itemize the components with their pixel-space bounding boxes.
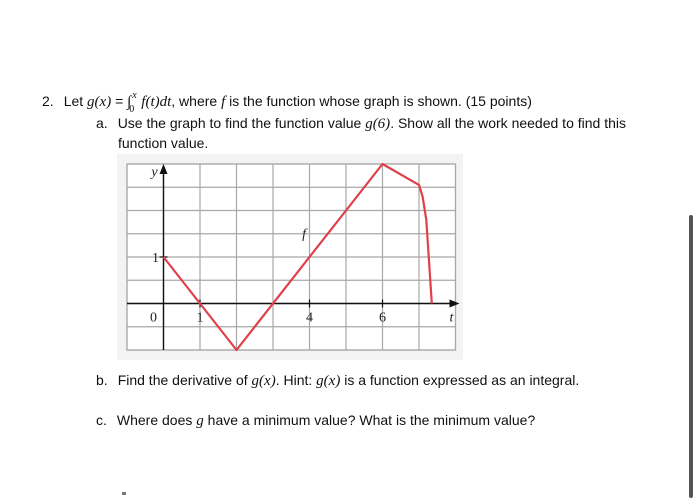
grid-lines [127, 164, 456, 350]
y-tick-label: 1 [152, 251, 159, 266]
scrollbar[interactable] [689, 215, 693, 498]
g-of-x: g(x) [87, 94, 112, 110]
page-mark [122, 492, 126, 495]
question-middle: , where [171, 93, 222, 109]
part-b-line [96, 371, 579, 390]
question-prefix: Let [63, 93, 88, 109]
f-symbol: f [221, 94, 226, 110]
part-a-text-pre: Use the graph to find the function value [117, 115, 366, 131]
part-b-text-post: is a function expressed as an integral. [340, 372, 580, 388]
part-c-text-pre: Where does [116, 412, 197, 428]
x-tick-label: 6 [379, 310, 386, 326]
integral-upper-limit: x [132, 90, 137, 101]
function-graph [117, 154, 463, 360]
part-c-math: g [196, 413, 204, 429]
x-tick-label: 1 [196, 310, 204, 326]
question-suffix: is the function whose graph is shown. (15 points) [225, 93, 532, 109]
question-2-line [42, 90, 532, 115]
x-axis-label: t [449, 310, 454, 326]
part-b-text-pre: Find the derivative of [117, 372, 252, 388]
part-a-text-line2: function value. [118, 135, 209, 151]
part-c-line [96, 411, 535, 430]
part-c-text-post: have a minimum value? What is the minimum value? [203, 412, 536, 428]
integral-lower-limit: 0 [129, 104, 135, 115]
question-number: 2. [42, 93, 54, 109]
integrand: f(t)dt [141, 94, 172, 110]
equals-sign: = [111, 93, 128, 109]
x-tick-label: 0 [150, 310, 157, 326]
part-a-label: a. [96, 115, 108, 131]
part-c-label: c. [96, 412, 107, 428]
integral-sign: ∫ [127, 94, 132, 110]
part-b-math1: g(x) [251, 373, 276, 389]
part-a-math: g(6) [365, 116, 391, 132]
part-b-math2: g(x) [316, 373, 341, 389]
x-tick-label: 4 [306, 310, 313, 326]
part-a-text-post: . Show all the work needed to find this [390, 115, 626, 131]
part-b-label: b. [96, 372, 108, 388]
y-axis-label: y [151, 165, 158, 180]
part-a-line1 [96, 114, 626, 133]
curve-label-f: f [302, 226, 306, 242]
part-b-text-mid: . Hint: [275, 372, 317, 388]
part-a-line2 [118, 134, 208, 152]
